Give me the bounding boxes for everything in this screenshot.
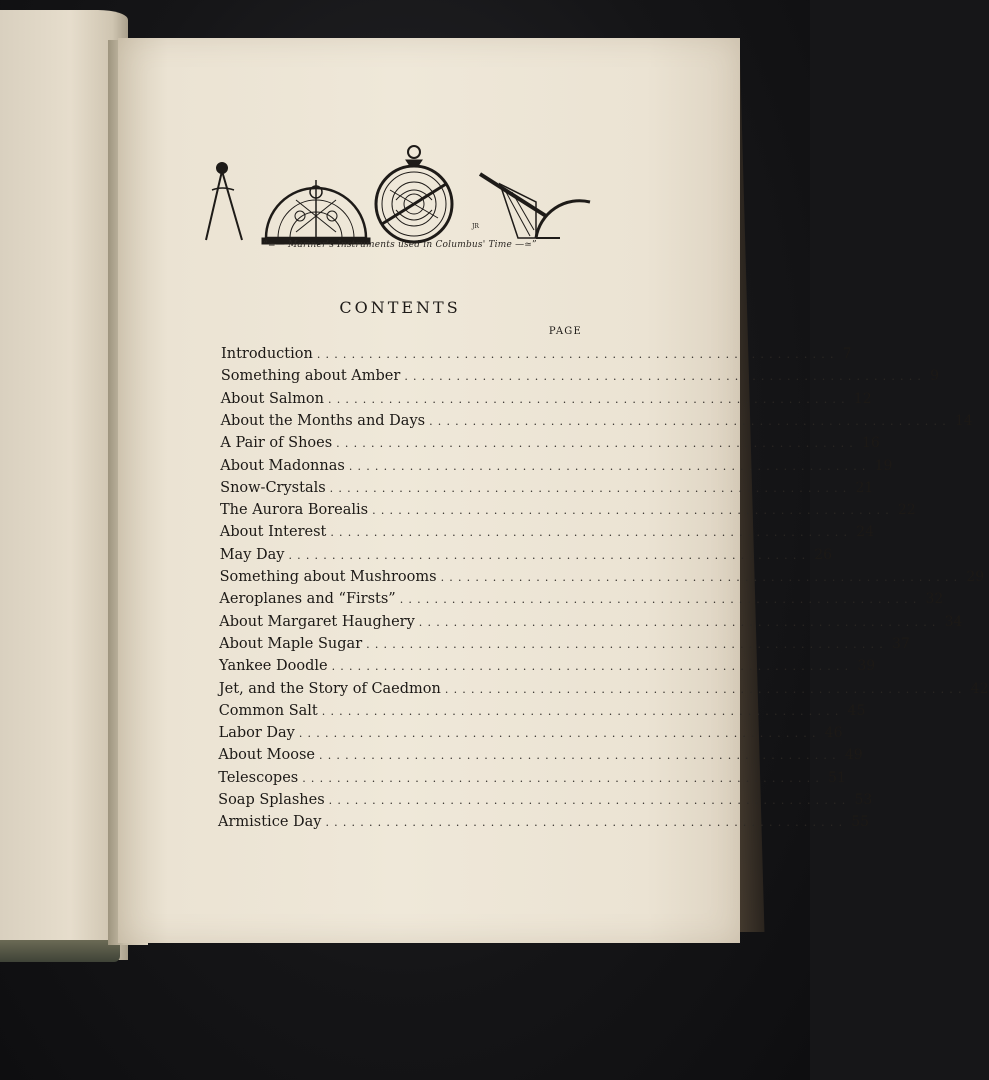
toc-dot-leader: ............................................................ <box>328 392 850 406</box>
toc-entry <box>218 747 863 769</box>
toc-dot-leader: ............................................................ <box>330 526 853 540</box>
toc-entry-page: 29 <box>966 569 985 585</box>
toc-dot-leader: ............................................................ <box>440 571 963 584</box>
toc-entry-page: 21 <box>855 479 874 496</box>
illustration-caption <box>225 240 575 250</box>
toc-entry-page: 16 <box>861 435 880 452</box>
astrolabe-icon <box>376 146 452 242</box>
caption-ornament-right: —≃” <box>515 240 537 250</box>
caption-text: Mariner's Instruments used in Columbus' Time <box>287 240 513 250</box>
toc-entry <box>220 412 973 435</box>
toc-entry-page: 53 <box>854 792 873 808</box>
toc-entry <box>219 546 833 569</box>
toc-dot-leader: ............................................................ <box>444 682 967 696</box>
toc-entry <box>219 635 910 658</box>
cross-staff-icon <box>471 174 590 238</box>
toc-dot-leader: ............................................................ <box>329 481 852 495</box>
toc-entry-page: 51 <box>828 769 846 786</box>
toc-entry-page: 34 <box>944 613 963 630</box>
toc-entry <box>219 613 963 636</box>
quadrant-instrument-icon <box>262 180 370 244</box>
toc-entry <box>218 792 873 814</box>
toc-entry-title: Telescopes <box>218 769 299 786</box>
toc-entry <box>218 725 843 747</box>
toc-dot-leader: ............................................................ <box>404 370 927 384</box>
toc-dot-leader: ............................................................ <box>418 615 941 629</box>
toc-dot-leader: ............................................................ <box>348 459 871 473</box>
toc-dot-leader: ............................................................ <box>288 548 811 562</box>
toc-entry-title: The Aurora Borealis <box>220 502 369 519</box>
toc-dot-leader: ............................................................ <box>302 771 825 785</box>
toc-dot-leader: ............................................................ <box>372 504 894 518</box>
toc-entry-title: Common Salt <box>218 702 318 719</box>
toc-entry-page: 42 <box>970 680 989 697</box>
toc-entry <box>220 457 893 480</box>
dividers-icon <box>206 163 242 240</box>
toc-entry <box>219 658 876 680</box>
toc-entry-page: 19 <box>874 457 893 474</box>
toc-entry-page: 46 <box>824 725 843 742</box>
toc-entry-title: Soap Splashes <box>218 792 325 808</box>
toc-entry <box>219 591 944 613</box>
toc-entry-page: 32 <box>925 591 944 608</box>
toc-entry <box>218 769 846 792</box>
left-cover-edge <box>0 940 120 962</box>
toc-entry-page: 7 <box>842 346 852 362</box>
toc-entry <box>220 368 940 390</box>
toc-dot-leader: ............................................................ <box>429 414 951 428</box>
toc-entry-page: 12 <box>853 390 872 407</box>
caption-ornament-left: “≃— <box>263 240 288 250</box>
toc-entry <box>218 814 870 836</box>
toc-entry-page: 22 <box>897 502 916 519</box>
toc-entry <box>219 524 874 546</box>
toc-entry-page: 39 <box>857 658 876 675</box>
toc-entry-page: 24 <box>856 524 874 541</box>
toc-entry <box>221 346 852 368</box>
toc-dot-leader: ............................................................ <box>336 437 858 451</box>
toc-dot-leader: ............................................................ <box>319 749 841 763</box>
toc-entry-page: 55 <box>851 814 870 831</box>
toc-dot-leader: ............................................................ <box>328 794 851 807</box>
toc-dot-leader: ............................................................ <box>399 593 922 607</box>
toc-entry <box>220 390 872 413</box>
toc-entry-page: 9 <box>930 368 940 385</box>
toc-entry-page: 45 <box>847 702 866 719</box>
toc-entry-title: Armistice Day <box>218 814 322 831</box>
toc-entry-title: May Day <box>219 546 285 563</box>
toc-entry-title: Jet, and the Story of Caedmon <box>218 680 441 697</box>
toc-entry-page: 37 <box>891 635 910 652</box>
toc-entry-title: Snow-Crystals <box>220 479 326 496</box>
contents-heading: CONTENTS <box>339 298 461 317</box>
toc-entry-title: Introduction <box>221 346 313 362</box>
toc-entry-page: 14 <box>954 412 973 429</box>
svg-text:JR: JR <box>472 223 479 230</box>
toc-entry-title: About Madonnas <box>220 457 345 474</box>
toc-dot-leader: ............................................................ <box>316 348 839 361</box>
toc-entry-title: About Margaret Haughery <box>219 613 415 630</box>
toc-entry-title: Aeroplanes and “Firsts” <box>219 591 396 608</box>
toc-entry-title: About Salmon <box>220 390 324 407</box>
toc-entry <box>220 502 916 524</box>
toc-entry-title: A Pair of Shoes <box>220 435 333 452</box>
toc-entry <box>220 479 874 502</box>
toc-entry-title: Something about Amber <box>220 368 401 385</box>
toc-entry <box>218 702 866 725</box>
toc-entry-title: Labor Day <box>218 725 295 742</box>
page-column-label: PAGE <box>548 326 582 337</box>
toc-entry-title: About Maple Sugar <box>219 635 363 652</box>
toc-entry <box>220 435 880 457</box>
toc-dot-leader: ............................................................ <box>366 637 888 651</box>
toc-entry <box>218 680 989 703</box>
toc-entry-title: About the Months and Days <box>220 412 426 429</box>
toc-dot-leader: ............................................................ <box>331 660 854 674</box>
toc-entry-title: About Interest <box>219 524 327 541</box>
toc-dot-leader: ............................................................ <box>298 727 821 741</box>
toc-dot-leader: ............................................................ <box>321 704 844 718</box>
toc-entry-title: Something about Mushrooms <box>219 569 437 585</box>
toc-entry-page: 26 <box>814 546 833 563</box>
toc-entry-title: Yankee Doodle <box>219 658 328 675</box>
toc-entry-title: About Moose <box>218 747 316 764</box>
toc-dot-leader: ............................................................ <box>325 816 848 830</box>
toc-entry-page: 49 <box>844 747 863 764</box>
toc-entry <box>219 569 985 591</box>
